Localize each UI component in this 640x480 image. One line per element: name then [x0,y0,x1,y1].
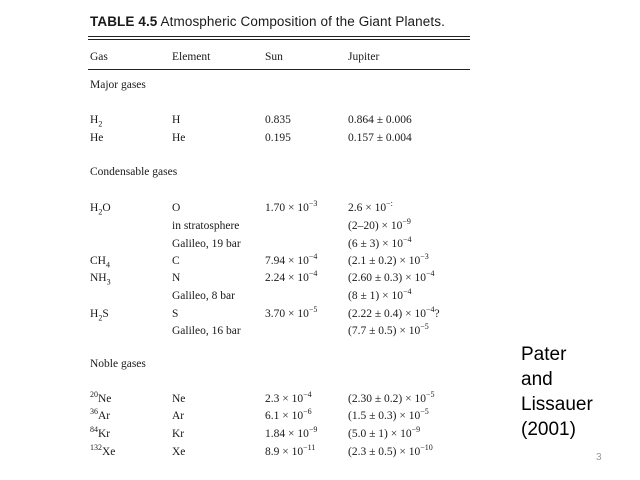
jupiter-cell: $(2.22 \pm 0.4) \times 10^{-4}$? [348,305,440,320]
sun-cell: 0.835 [265,114,291,126]
jupiter-cell: $(2.1 \pm 0.2) \times 10^{-3}$ [348,252,429,267]
element-cell: Ar [172,410,185,422]
citation-line: Lissauer [521,394,593,415]
jupiter-cell: $(1.5 \pm 0.3) \times 10^{-5}$ [348,407,429,422]
gas-cell: $^{132}$Xe [90,443,116,458]
element-cell: S [172,308,179,320]
jupiter-cell: 2.6 × 10−: [348,199,393,214]
header-rule [88,69,470,70]
element-cell: C [172,255,180,267]
element-cell: Ne [172,393,186,405]
citation [521,342,631,442]
jupiter-cell: $(2.3 \pm 0.5) \times 10^{-10}$ [348,443,433,458]
section-condensable-gases: Condensable gases [90,166,178,178]
jupiter-cell: $(8 \pm 1) \times 10^{-4}$ [348,287,412,302]
header-jupiter: Jupiter [348,51,380,63]
sun-cell: $6.1 \times 10^{-6}$ [265,407,312,422]
gas-cell: He [90,132,104,144]
sun-cell: 0.195 [265,132,291,144]
header-gas: Gas [90,51,108,63]
jupiter-cell: 0.157 ± 0.004 [348,132,412,144]
section-major-gases: Major gases [90,79,146,91]
sun-cell: $2.24 \times 10^{-4}$ [265,269,318,284]
sun-cell: $1.84 \times 10^{-9}$ [265,425,318,440]
jupiter-cell: $(2.30 \pm 0.2) \times 10^{-5}$ [348,390,435,405]
gas-cell: $^{36}$Ar [90,407,111,422]
citation-line: and [521,369,553,390]
sun-cell: $3.70 \times 10^{-5}$ [265,305,318,320]
gas-cell: $CH_4$ [90,255,110,270]
gas-cell: $H_2$ [90,114,103,129]
jupiter-cell: 0.864 ± 0.006 [348,114,412,126]
table-number: TABLE 4.5 [90,14,158,29]
element-cell: Xe [172,446,186,458]
jupiter-cell: $(2.60 \pm 0.3) \times 10^{-4}$ [348,269,435,284]
element-cell: Galileo, 8 bar [172,290,235,302]
element-cell: H [172,114,181,126]
jupiter-cell: $(7.7 \pm 0.5) \times 10^{-5}$ [348,322,429,337]
sun-cell: $1.70 \times 10^{-3}$ [265,199,318,214]
gas-cell: $H_2S$ [90,308,109,323]
citation-line: Pater [521,344,567,365]
sun-cell: $2.3 \times 10^{-4}$ [265,390,312,405]
element-cell: Galileo, 19 bar [172,238,241,250]
element-cell: N [172,272,181,284]
top-rule [88,36,470,37]
gas-cell: $NH_3$ [90,272,111,287]
section-noble-gases: Noble gases [90,358,146,370]
header-sun: Sun [265,51,283,63]
citation-line: (2001) [521,419,576,440]
jupiter-cell: $(6 \pm 3) \times 10^{-4}$ [348,235,412,250]
element-cell: O [172,202,181,214]
top-rule-double [88,39,470,40]
sun-cell: $8.9 \times 10^{-11}$ [265,443,316,458]
gas-cell: $^{84}$Kr [90,425,111,440]
jupiter-cell: $(2-20) \times 10^{-9}$ [348,217,411,232]
element-cell: Kr [172,428,185,440]
table-caption: Atmospheric Composition of the Giant Planets. [160,14,445,29]
element-cell: Galileo, 16 bar [172,325,241,337]
gas-cell: $H_2O$ [90,202,111,217]
header-element: Element [172,51,211,63]
table-title [90,14,445,29]
element-cell: in stratosphere [172,220,240,232]
sun-cell: $7.94 \times 10^{-4}$ [265,252,318,267]
gas-cell: $^{20}$Ne [90,390,112,405]
page-number: 3 [596,452,602,463]
element-cell: He [172,132,186,144]
jupiter-cell: $(5.0 \pm 1) \times 10^{-9}$ [348,425,421,440]
